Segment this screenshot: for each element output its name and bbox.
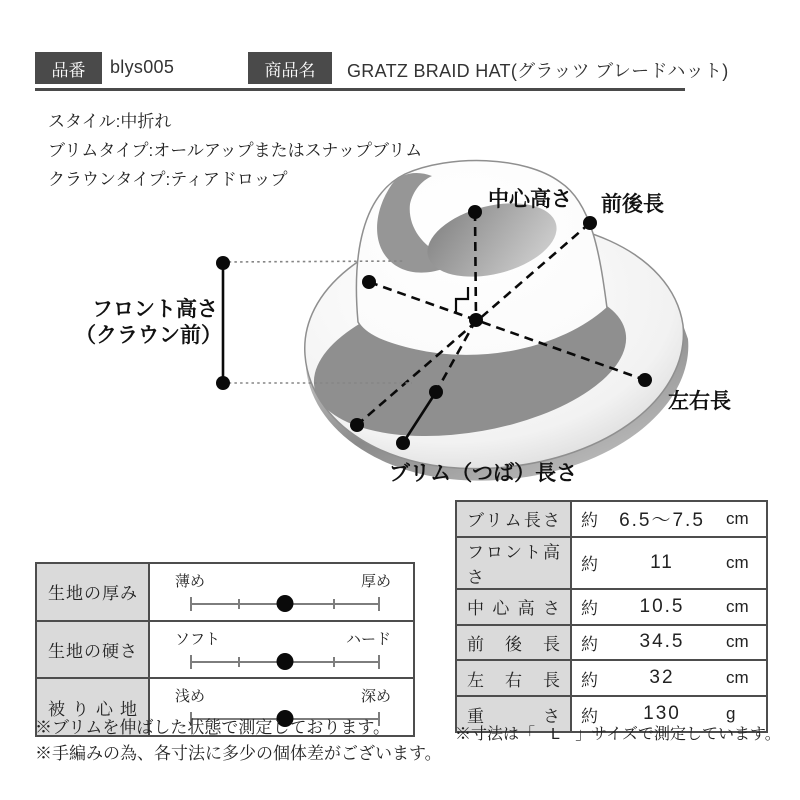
note-handmade-variation: ※手編みの為、各寸法に多少の個体差がございます。 — [35, 744, 442, 763]
size-label-weight: 重さ — [467, 706, 560, 726]
item-number-label-badge — [35, 52, 102, 84]
feel-min-stiffness: ソフト — [175, 630, 221, 648]
stiffness-slider — [190, 652, 380, 672]
spec-style: スタイル:中折れ — [48, 112, 172, 131]
label-left-right-length: 左右長 — [668, 390, 731, 413]
label-front-height-1: フロント高さ — [92, 298, 218, 321]
approx-prefix: 約 — [581, 634, 598, 654]
product-name-label: 商品名 — [264, 60, 316, 80]
approx-prefix: 約 — [581, 599, 598, 619]
feel-max-fit: 深め — [360, 688, 391, 706]
dot-front-height-bottom — [216, 376, 230, 390]
fabric-feel-table — [35, 562, 415, 737]
label-front-back-length: 前後長 — [601, 193, 664, 216]
size-row-brim — [457, 502, 766, 538]
size-value-weight: 130 — [643, 703, 681, 725]
label-brim-length: ブリム（つば）長さ — [388, 462, 578, 485]
dot-front-back-top — [583, 216, 597, 230]
feel-row-thickness — [37, 564, 413, 622]
spec-crown-type: クラウンタイプ:ティアドロップ — [48, 170, 288, 189]
size-value-center-height: 10.5 — [639, 595, 685, 617]
feel-min-thickness: 薄め — [175, 573, 206, 590]
dot-left-crown — [362, 275, 376, 289]
size-unit-brim: cm — [726, 508, 749, 528]
label-front-height-2: （クラウン前） — [75, 324, 222, 347]
feel-min-fit: 浅め — [175, 688, 206, 706]
size-label-left-right: 左右長 — [467, 670, 560, 690]
feel-label-stiffness: 生地の硬さ — [37, 622, 150, 678]
dot-lower-left-brim — [350, 418, 364, 432]
dot-front-height-top — [216, 256, 230, 270]
size-spec-table — [455, 500, 768, 733]
label-center-height: 中心高さ — [488, 188, 572, 211]
feel-row-stiffness — [37, 622, 413, 680]
size-row-front-back — [457, 626, 766, 662]
front-height-top-guide — [223, 261, 405, 262]
size-unit-weight: g — [726, 704, 736, 724]
size-label-front-height: フロント高さ — [467, 542, 560, 587]
product-name-label-badge — [248, 52, 332, 84]
size-value-left-right: 32 — [649, 667, 675, 689]
feel-label-fit: 被り心地 — [37, 679, 150, 735]
size-unit-center-height: cm — [726, 596, 749, 616]
feel-max-stiffness: ハード — [345, 630, 391, 648]
stiffness-slider-dot — [277, 653, 294, 670]
size-label-front-back: 前後長 — [467, 634, 560, 654]
size-unit-left-right: cm — [726, 668, 749, 688]
approx-prefix: 約 — [581, 670, 598, 690]
spec-brim-type: ブリムタイプ:オールアップまたはスナップブリム — [48, 141, 423, 160]
dot-brim-outer — [396, 436, 410, 450]
size-unit-front-height: cm — [726, 552, 749, 572]
header-divider — [35, 88, 685, 91]
approx-prefix: 約 — [581, 706, 598, 726]
hat-measurement-diagram — [0, 158, 800, 508]
item-number-label: 品番 — [51, 60, 86, 80]
size-row-front-height — [457, 538, 766, 590]
size-unit-front-back: cm — [726, 632, 749, 652]
note-size-basis: ※寸法は「 L 」サイズで測定しています。 — [455, 726, 781, 743]
approx-prefix: 約 — [581, 511, 598, 531]
product-name-value: GRATZ BRAID HAT(グラッツ ブレードハット) — [347, 61, 729, 81]
size-row-center-height — [457, 590, 766, 626]
size-value-front-back: 34.5 — [639, 631, 685, 653]
item-number-value: blys005 — [110, 57, 175, 77]
size-value-brim: 6.5～7.5 — [619, 510, 705, 532]
dot-brim-inner — [429, 385, 443, 399]
note-brim-measurement: ※ブリムを伸ばした状態で測定しております。 — [35, 718, 390, 737]
dot-right-brim — [638, 373, 652, 387]
size-row-left-right — [457, 661, 766, 697]
dot-center-top — [468, 205, 482, 219]
feel-max-thickness: 厚め — [360, 573, 391, 590]
size-label-center-height: 中心高さ — [467, 599, 560, 619]
approx-prefix: 約 — [581, 555, 598, 575]
feel-label-thickness: 生地の厚み — [37, 564, 150, 620]
thickness-slider — [190, 594, 380, 614]
size-label-brim: ブリム長さ — [467, 511, 560, 531]
thickness-slider-dot — [277, 595, 294, 612]
dot-center-cross — [469, 313, 483, 327]
size-value-front-height: 11 — [650, 551, 674, 573]
